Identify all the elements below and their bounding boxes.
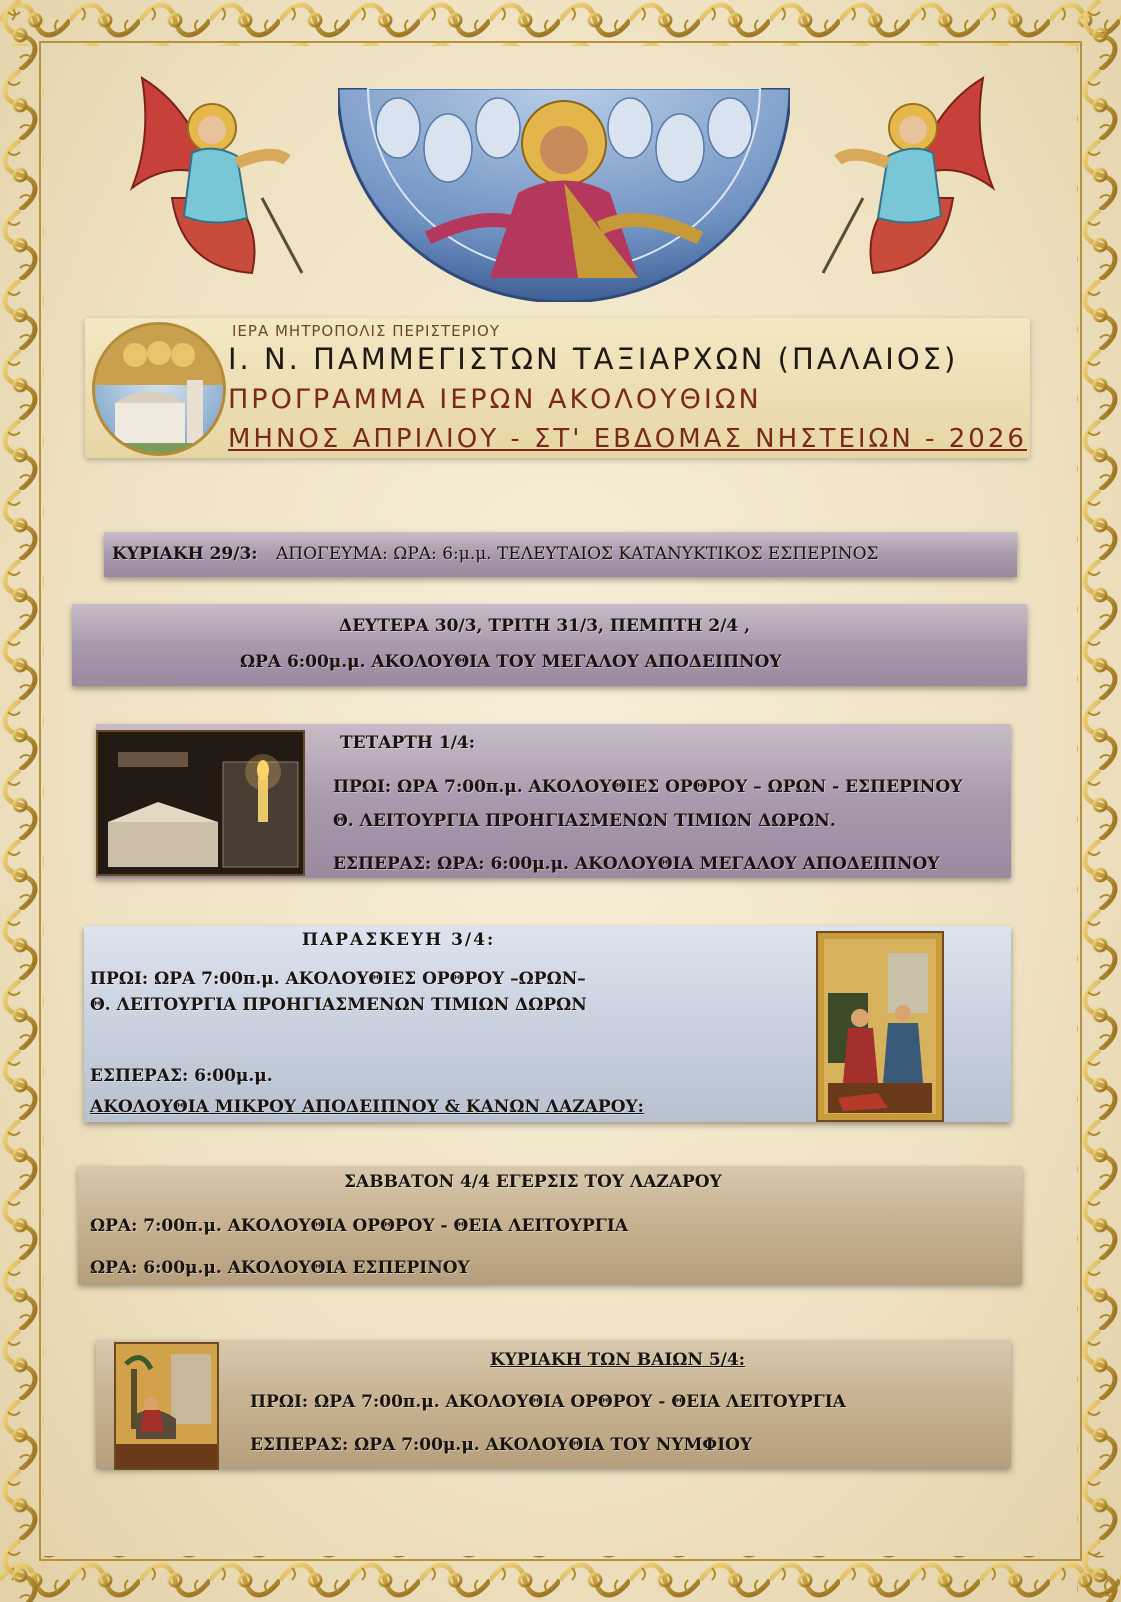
christ-pantocrator-dome-image [338,88,790,302]
palm-sunday-evening: ΕΣΠΕΡΑΣ: ΩΡΑ 7:00μ.μ. ΑΚΟΛΟΥΘΙΑ ΤΟΥ ΝΥΜΦΙΟΥ [250,1435,753,1455]
friday-liturgy: Θ. ΛΕΙΤΟΥΡΓΙΑ ΠΡΟΗΓΙΑΣΜΕΝΩΝ ΤΙΜΙΩΝ ΔΩΡΩΝ [90,995,587,1015]
friday-morning: ΠΡΩΙ: ΩΡΑ 7:00π.μ. ΑΚΟΛΟΥΘΙΕΣ ΟΡΘΡΟΥ –ΩΡΩΝ– [90,969,586,989]
saturday-morning: ΩΡΑ: 7:00π.μ. ΑΚΟΛΟΥΘΙΑ ΟΡΘΡΟΥ - ΘΕΙΑ ΛΕΙΤΟΥΡΓΙΑ [90,1216,629,1236]
friday-day: ΠΑΡΑΣΚΕΥΗ 3/4: [302,930,496,950]
program-title: ΠΡΟΓΡΑΜΜΑ ΙΕΡΩΝ ΑΚΟΛΟΥΘΙΩΝ [228,384,762,415]
palm-sunday-day: ΚΥΡΙΑΚΗ ΤΩΝ ΒΑΙΩΝ 5/4: [490,1350,746,1370]
saturday-evening: ΩΡΑ: 6:00μ.μ. ΑΚΟΛΟΥΘΙΑ ΕΣΠΕΡΙΝΟΥ [90,1258,470,1278]
palm-sunday-icon-image [114,1342,219,1470]
friday-service: ΑΚΟΛΟΥΘΙΑ ΜΙΚΡΟΥ ΑΠΟΔΕΙΠΝΟΥ & ΚΑΝΩΝ ΛΑΖΑΡΟΥ: [90,1097,644,1117]
candle-book-image [96,730,305,876]
month-subtitle: ΜΗΝΟΣ ΑΠΡΙΛΙΟΥ - ΣΤ' ΕΒΔΟΜΑΣ ΝΗΣΤΕΙΩΝ - 2026 [228,424,1027,454]
angel-right-image [818,68,1013,280]
wednesday-day: ΤΕΤΑΡΤΗ 1/4: [340,733,476,753]
weekdays-service: ΩΡΑ 6:00μ.μ. ΑΚΟΛΟΥΘΙΑ ΤΟΥ ΜΕΓΑΛΟΥ ΑΠΟΔΕΙΠΝΟΥ [240,652,782,672]
metropolis-label: ΙΕΡΑ ΜΗΤΡΟΠΟΛΙΣ ΠΕΡΙΣΤΕΡΙΟΥ [232,322,501,340]
saturday-day: ΣΑΒΒΑΤΟΝ 4/4 ΕΓΕΡΣΙΣ ΤΟΥ ΛΑΖΑΡΟΥ [344,1172,722,1192]
friday-evening: ΕΣΠΕΡΑΣ: 6:00μ.μ. [90,1066,273,1086]
wednesday-evening: ΕΣΠΕΡΑΣ: ΩΡΑ: 6:00μ.μ. ΑΚΟΛΟΥΘΙΑ ΜΕΓΑΛΟΥ ΑΠΟΔΕΙΠΝΟΥ [333,854,940,874]
sunday-service: ΑΠΟΓΕΥΜΑ: ΩΡΑ: 6:μ.μ. ΤΕΛΕΥΤΑΙΟΣ ΚΑΤΑΝΥΚΤΙΚΟΣ ΕΣΠΕΡΙΝΟΣ [276,544,879,564]
sunday-day: ΚΥΡΙΑΚΗ 29/3: [112,544,258,564]
church-logo-image [92,322,226,456]
church-title: Ι. Ν. ΠΑΜΜΕΓΙΣΤΩΝ ΤΑΞΙΑΡΧΩΝ (ΠΑΛΑΙΟΣ) [228,342,959,376]
wednesday-morning: ΠΡΩΙ: ΩΡΑ 7:00π.μ. ΑΚΟΛΟΥΘΙΕΣ ΟΡΘΡΟΥ – ΩΡΩΝ - ΕΣΠΕΡΙΝΟΥ [333,777,963,797]
wednesday-liturgy: Θ. ΛΕΙΤΟΥΡΓΙΑ ΠΡΟΗΓΙΑΣΜΕΝΩΝ ΤΙΜΙΩΝ ΔΩΡΩΝ. [333,811,836,831]
angel-left-image [112,68,307,280]
raising-of-lazarus-icon-image [816,931,944,1122]
weekdays-days: ΔΕΥΤΕΡΑ 30/3, ΤΡΙΤΗ 31/3, ΠΕΜΠΤΗ 2/4 , [339,616,751,636]
palm-sunday-morning: ΠΡΩΙ: ΩΡΑ 7:00π.μ. ΑΚΟΛΟΥΘΙΑ ΟΡΘΡΟΥ - ΘΕΙΑ ΛΕΙΤΟΥΡΓΙΑ [250,1392,846,1412]
